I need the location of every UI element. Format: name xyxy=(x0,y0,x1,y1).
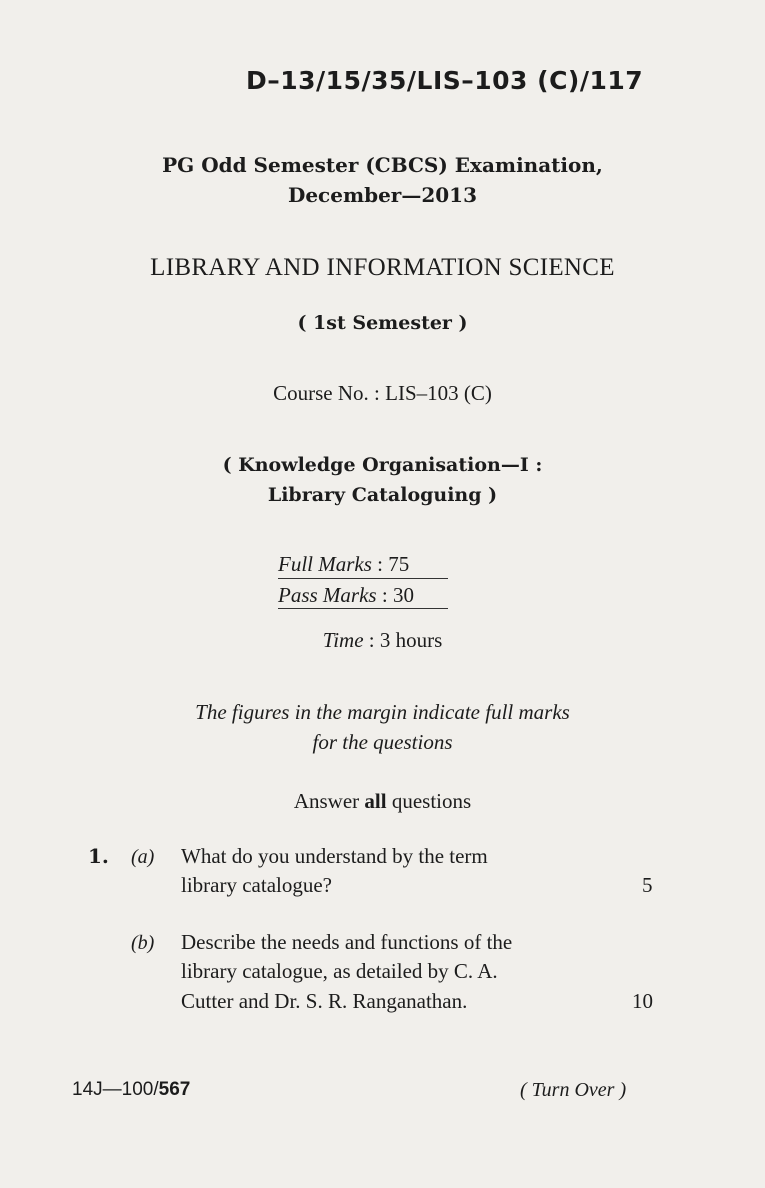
subject-title: LIBRARY AND INFORMATION SCIENCE xyxy=(150,254,615,281)
question-number: 1. xyxy=(88,844,109,868)
marks-note-line1: The figures in the margin indicate full marks xyxy=(195,700,570,724)
full-marks-value: 75 xyxy=(388,552,410,576)
time-value: 3 hours xyxy=(379,628,443,652)
semester-label: ( 1st Semester ) xyxy=(297,312,468,334)
pass-marks-label: Pass Marks xyxy=(278,583,377,607)
question-part-label: (b) xyxy=(131,932,155,954)
pass-marks-value: 30 xyxy=(392,583,414,607)
full-marks-label: Full Marks xyxy=(278,552,372,576)
footer-print-code xyxy=(72,1079,190,1101)
question-text-line: library catalogue, as detailed by C. A. xyxy=(181,959,498,983)
time-label: Time xyxy=(322,628,364,652)
question-text-line: library catalogue? xyxy=(181,873,332,897)
answer-prefix: Answer xyxy=(293,789,365,813)
paper-title-line2: Library Cataloguing ) xyxy=(267,484,498,506)
exam-title-line1: PG Odd Semester (CBCS) Examination, xyxy=(162,153,603,177)
pass-marks-underline xyxy=(278,608,448,609)
question-marks: 10 xyxy=(632,989,653,1013)
answer-instruction xyxy=(0,789,765,814)
answer-suffix: questions xyxy=(386,789,472,813)
question-marks: 5 xyxy=(642,873,653,897)
pass-marks: Pass Marks : 30 xyxy=(278,583,414,607)
full-marks: Full Marks : 75 xyxy=(278,552,410,576)
question-part-label: (a) xyxy=(131,846,155,868)
full-marks-underline xyxy=(278,578,448,579)
question-text-line: Cutter and Dr. S. R. Ranganathan. xyxy=(181,989,468,1013)
question-text-line: Describe the needs and functions of the xyxy=(181,930,513,954)
paper-code: D–13/15/35/LIS–103 (C)/117 xyxy=(246,66,644,95)
course-number: Course No. : LIS–103 (C) xyxy=(273,381,492,405)
answer-emphasis: all xyxy=(364,789,387,813)
exam-title-line2: December—2013 xyxy=(287,183,478,207)
time-allowed: Time : 3 hours xyxy=(322,628,443,652)
question-text-line: What do you understand by the term xyxy=(181,844,488,868)
turn-over-label: ( Turn Over ) xyxy=(520,1079,627,1101)
footer-code-bold: 567 xyxy=(158,1079,191,1100)
footer-code-prefix: 14J—100/ xyxy=(72,1079,159,1100)
paper-title-line1: ( Knowledge Organisation—I : xyxy=(222,454,543,476)
marks-note-line2: for the questions xyxy=(312,730,453,754)
